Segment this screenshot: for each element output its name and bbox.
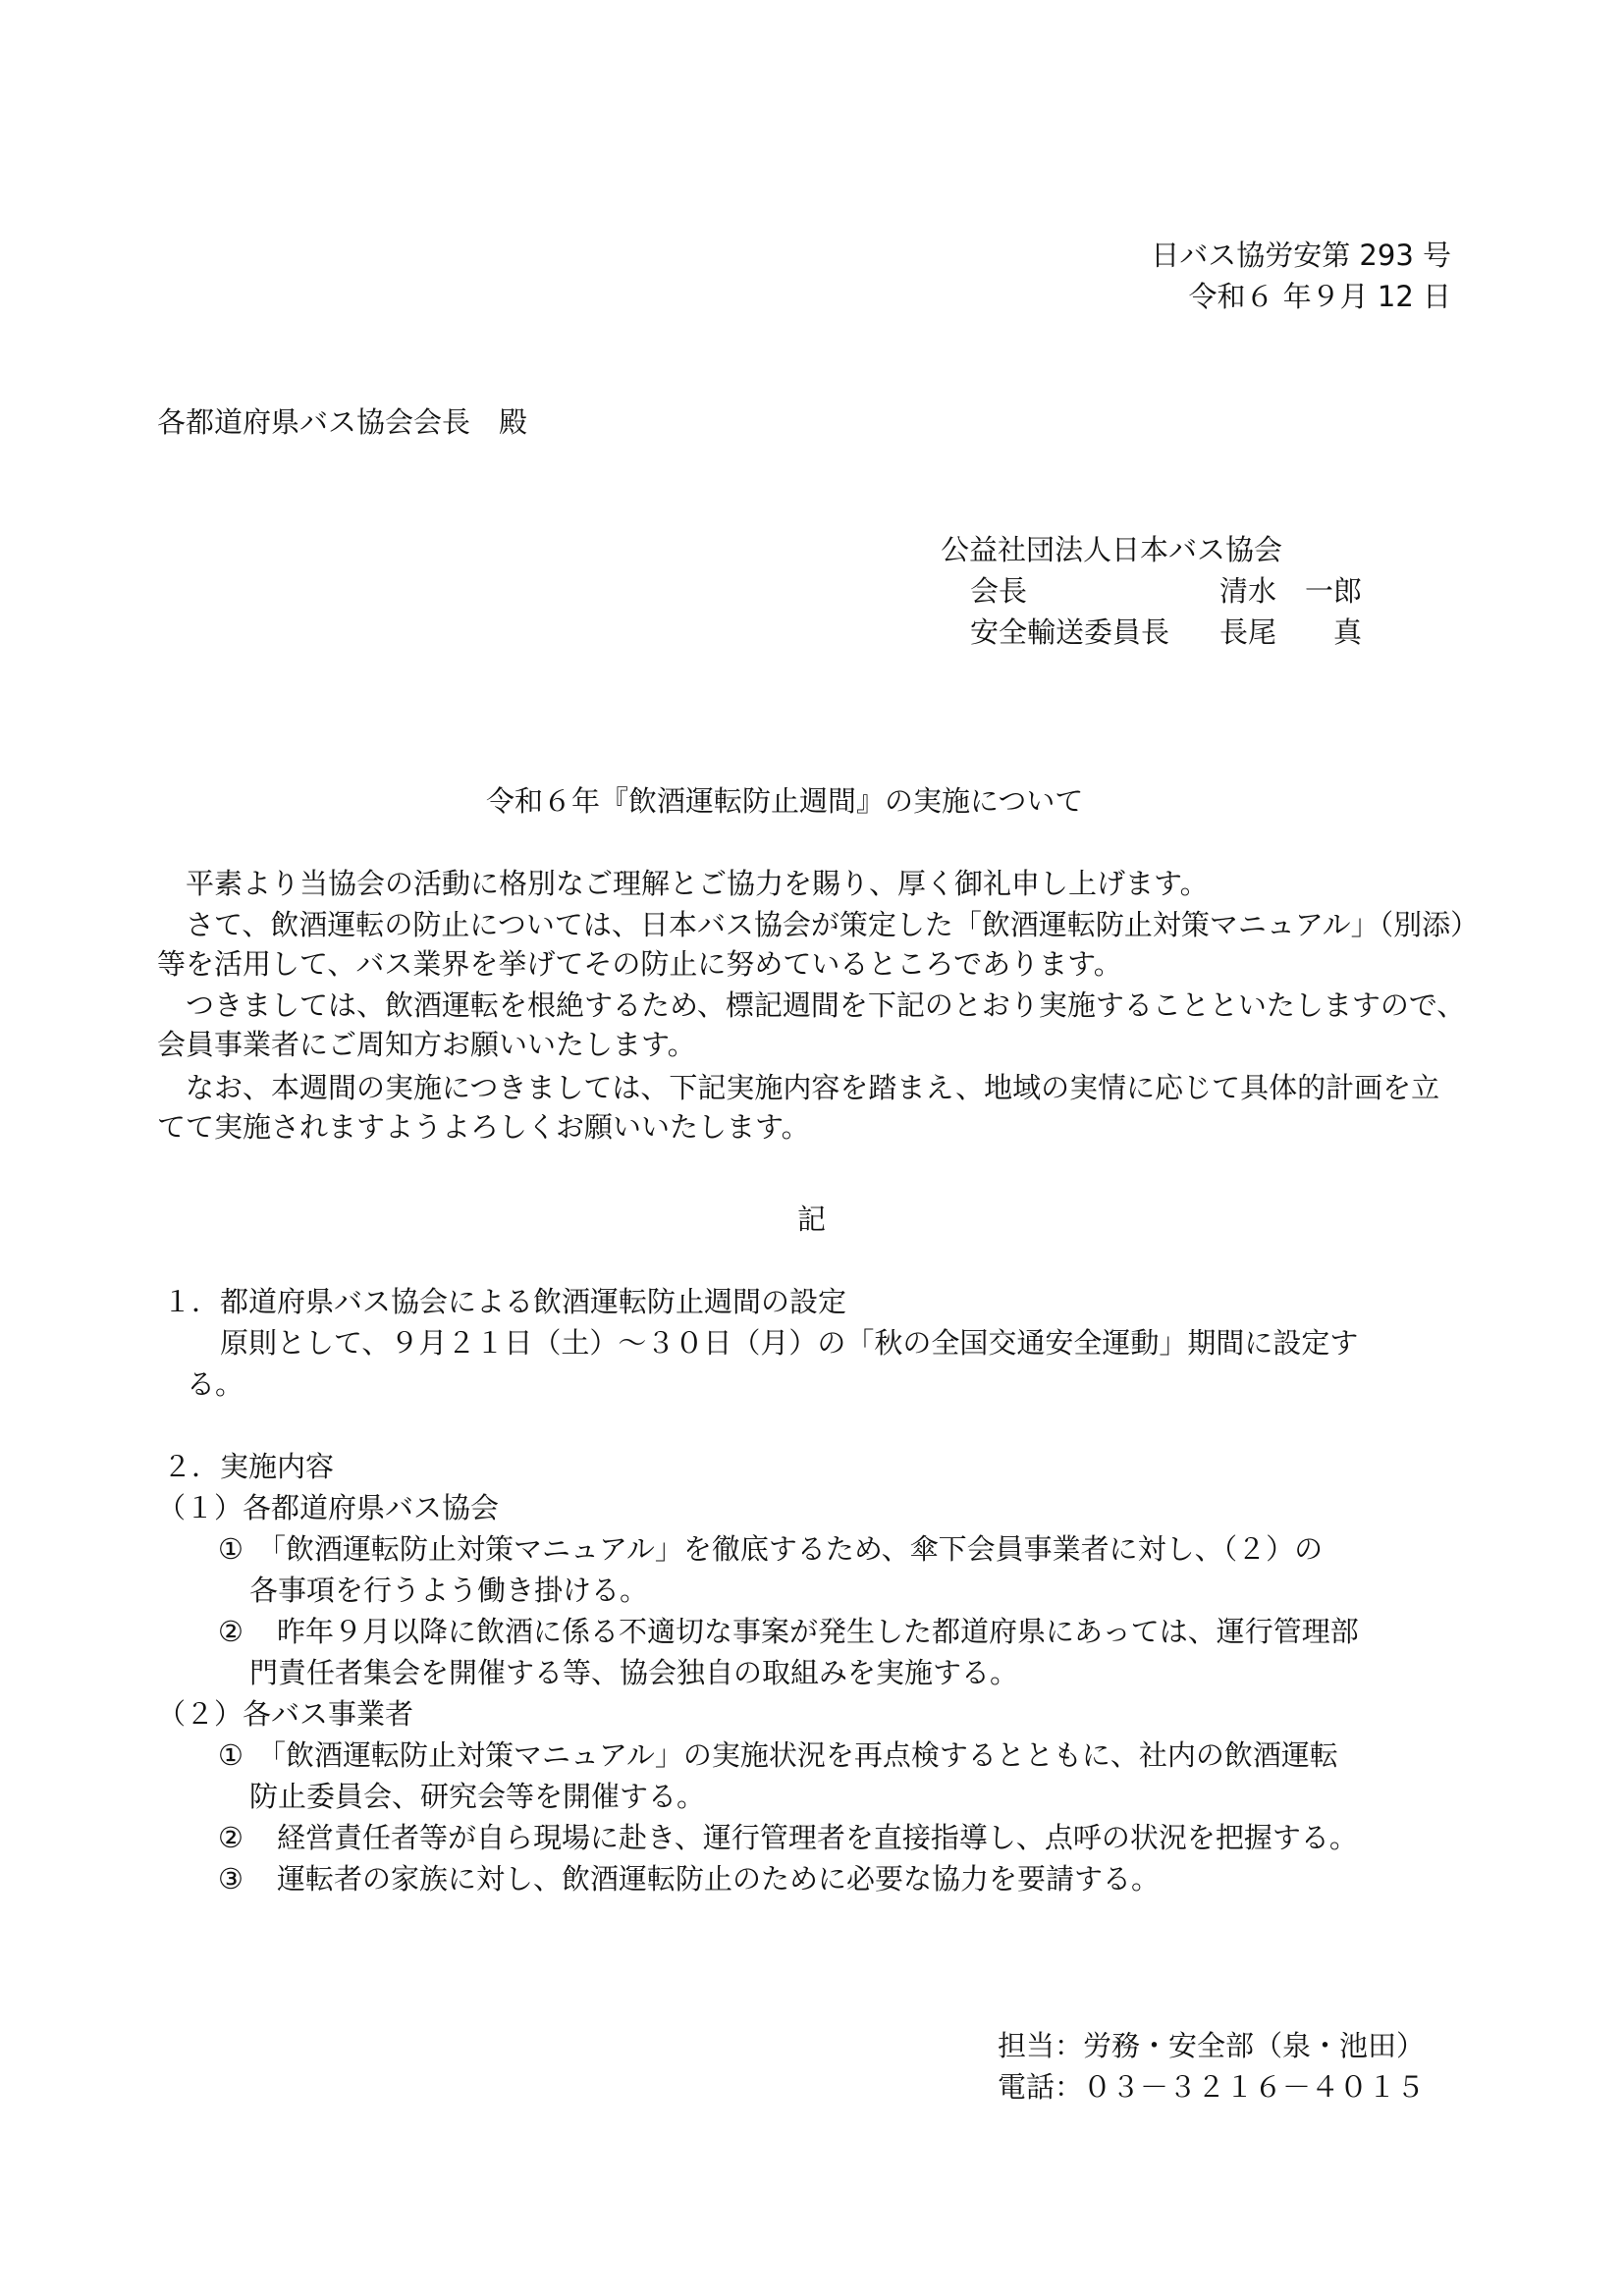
list-item-text: 「飲酒運転防止対策マニュアル」を徹底するため、傘下会員事業者に対し、（２）の [257, 1532, 1324, 1566]
list-item-number: ② [218, 1821, 244, 1854]
section-1-text-line-2: る。 [187, 1367, 244, 1401]
sender-role-committee: 安全輸送委員長 [970, 615, 1170, 649]
list-item-text: 運転者の家族に対し、飲酒運転防止のために必要な協力を要請する。 [277, 1862, 1161, 1896]
list-item-number: ③ [218, 1862, 244, 1896]
sender-name-committee: 長尾 真 [1219, 615, 1363, 649]
list-item-text: 昨年９月以降に飲酒に係る不適切な事案が発生した都道府県にあっては、運行管理部 [277, 1615, 1359, 1648]
list-item-number: ① [218, 1532, 244, 1566]
contact-phone: 電話：０３－３２１６－４０１５ [998, 2070, 1426, 2104]
list-item-text-continued: 防止委員会、研究会等を開催する。 [249, 1780, 706, 1813]
sender-name-chairman: 清水 一郎 [1219, 574, 1363, 608]
section-1-heading: １．都道府県バス協会による飲酒運転防止週間の設定 [163, 1285, 847, 1318]
body-paragraph-2: さて、飲酒運転の防止については、日本バス協会が策定した「飲酒運転防止対策マニュアル」（別添）等を活用して、バス業界を挙げてその防止に努めているところであります。 [157, 908, 1465, 981]
ki-marker: 記 [797, 1202, 827, 1236]
body-paragraph-4: なお、本週間の実施につきましては、下記実施内容を踏まえ、地域の実情に応じて具体的計画を立てて実施されますようよろしくお願いいたします。 [157, 1071, 1440, 1144]
section-1-text-line-1: 原則として、９月２１日（土）～３０日（月）の「秋の全国交通安全運動」期間に設定す [220, 1326, 1359, 1360]
contact-person: 担当：労務・安全部（泉・池田） [998, 2029, 1426, 2062]
addressee: 各都道府県バス協会会長 殿 [157, 405, 528, 439]
document-number: 日バス協労安第 293 号 [1151, 239, 1451, 272]
body-paragraph-3: つきましては、飲酒運転を根絶するため、標記週間を下記のとおり実施することといたしますので、会員事業者にご周知方お願いいたします。 [157, 988, 1466, 1061]
body-paragraph-1: 平素より当協会の活動に格別なご理解とご協力を賜り、厚く御礼申し上げます。 [186, 867, 1209, 900]
sender-organization: 公益社団法人日本バス協会 [941, 533, 1283, 566]
section-2-heading: ２．実施内容 [163, 1450, 335, 1483]
list-item-text: 「飲酒運転防止対策マニュアル」の実施状況を再点検するとともに、社内の飲酒運転 [257, 1738, 1338, 1772]
list-item-text-continued: 門責任者集会を開催する等、協会独自の取組みを実施する。 [249, 1656, 1019, 1689]
list-item-number: ② [218, 1615, 244, 1648]
sender-role-chairman: 会長 [970, 574, 1028, 608]
subsection-2-heading: （２）各バス事業者 [157, 1697, 414, 1731]
list-item-number: ① [218, 1738, 244, 1772]
list-item-text: 経営責任者等が自ら現場に赴き、運行管理者を直接指導し、点呼の状況を把握する。 [277, 1821, 1358, 1854]
document-date: 令和６ 年９月 12 日 [1188, 280, 1451, 313]
subsection-1-heading: （１）各都道府県バス協会 [157, 1491, 500, 1524]
document-title: 令和６年『飲酒運転防止週間』の実施について [486, 784, 1084, 818]
list-item-text-continued: 各事項を行うよう働き掛ける。 [249, 1574, 649, 1607]
